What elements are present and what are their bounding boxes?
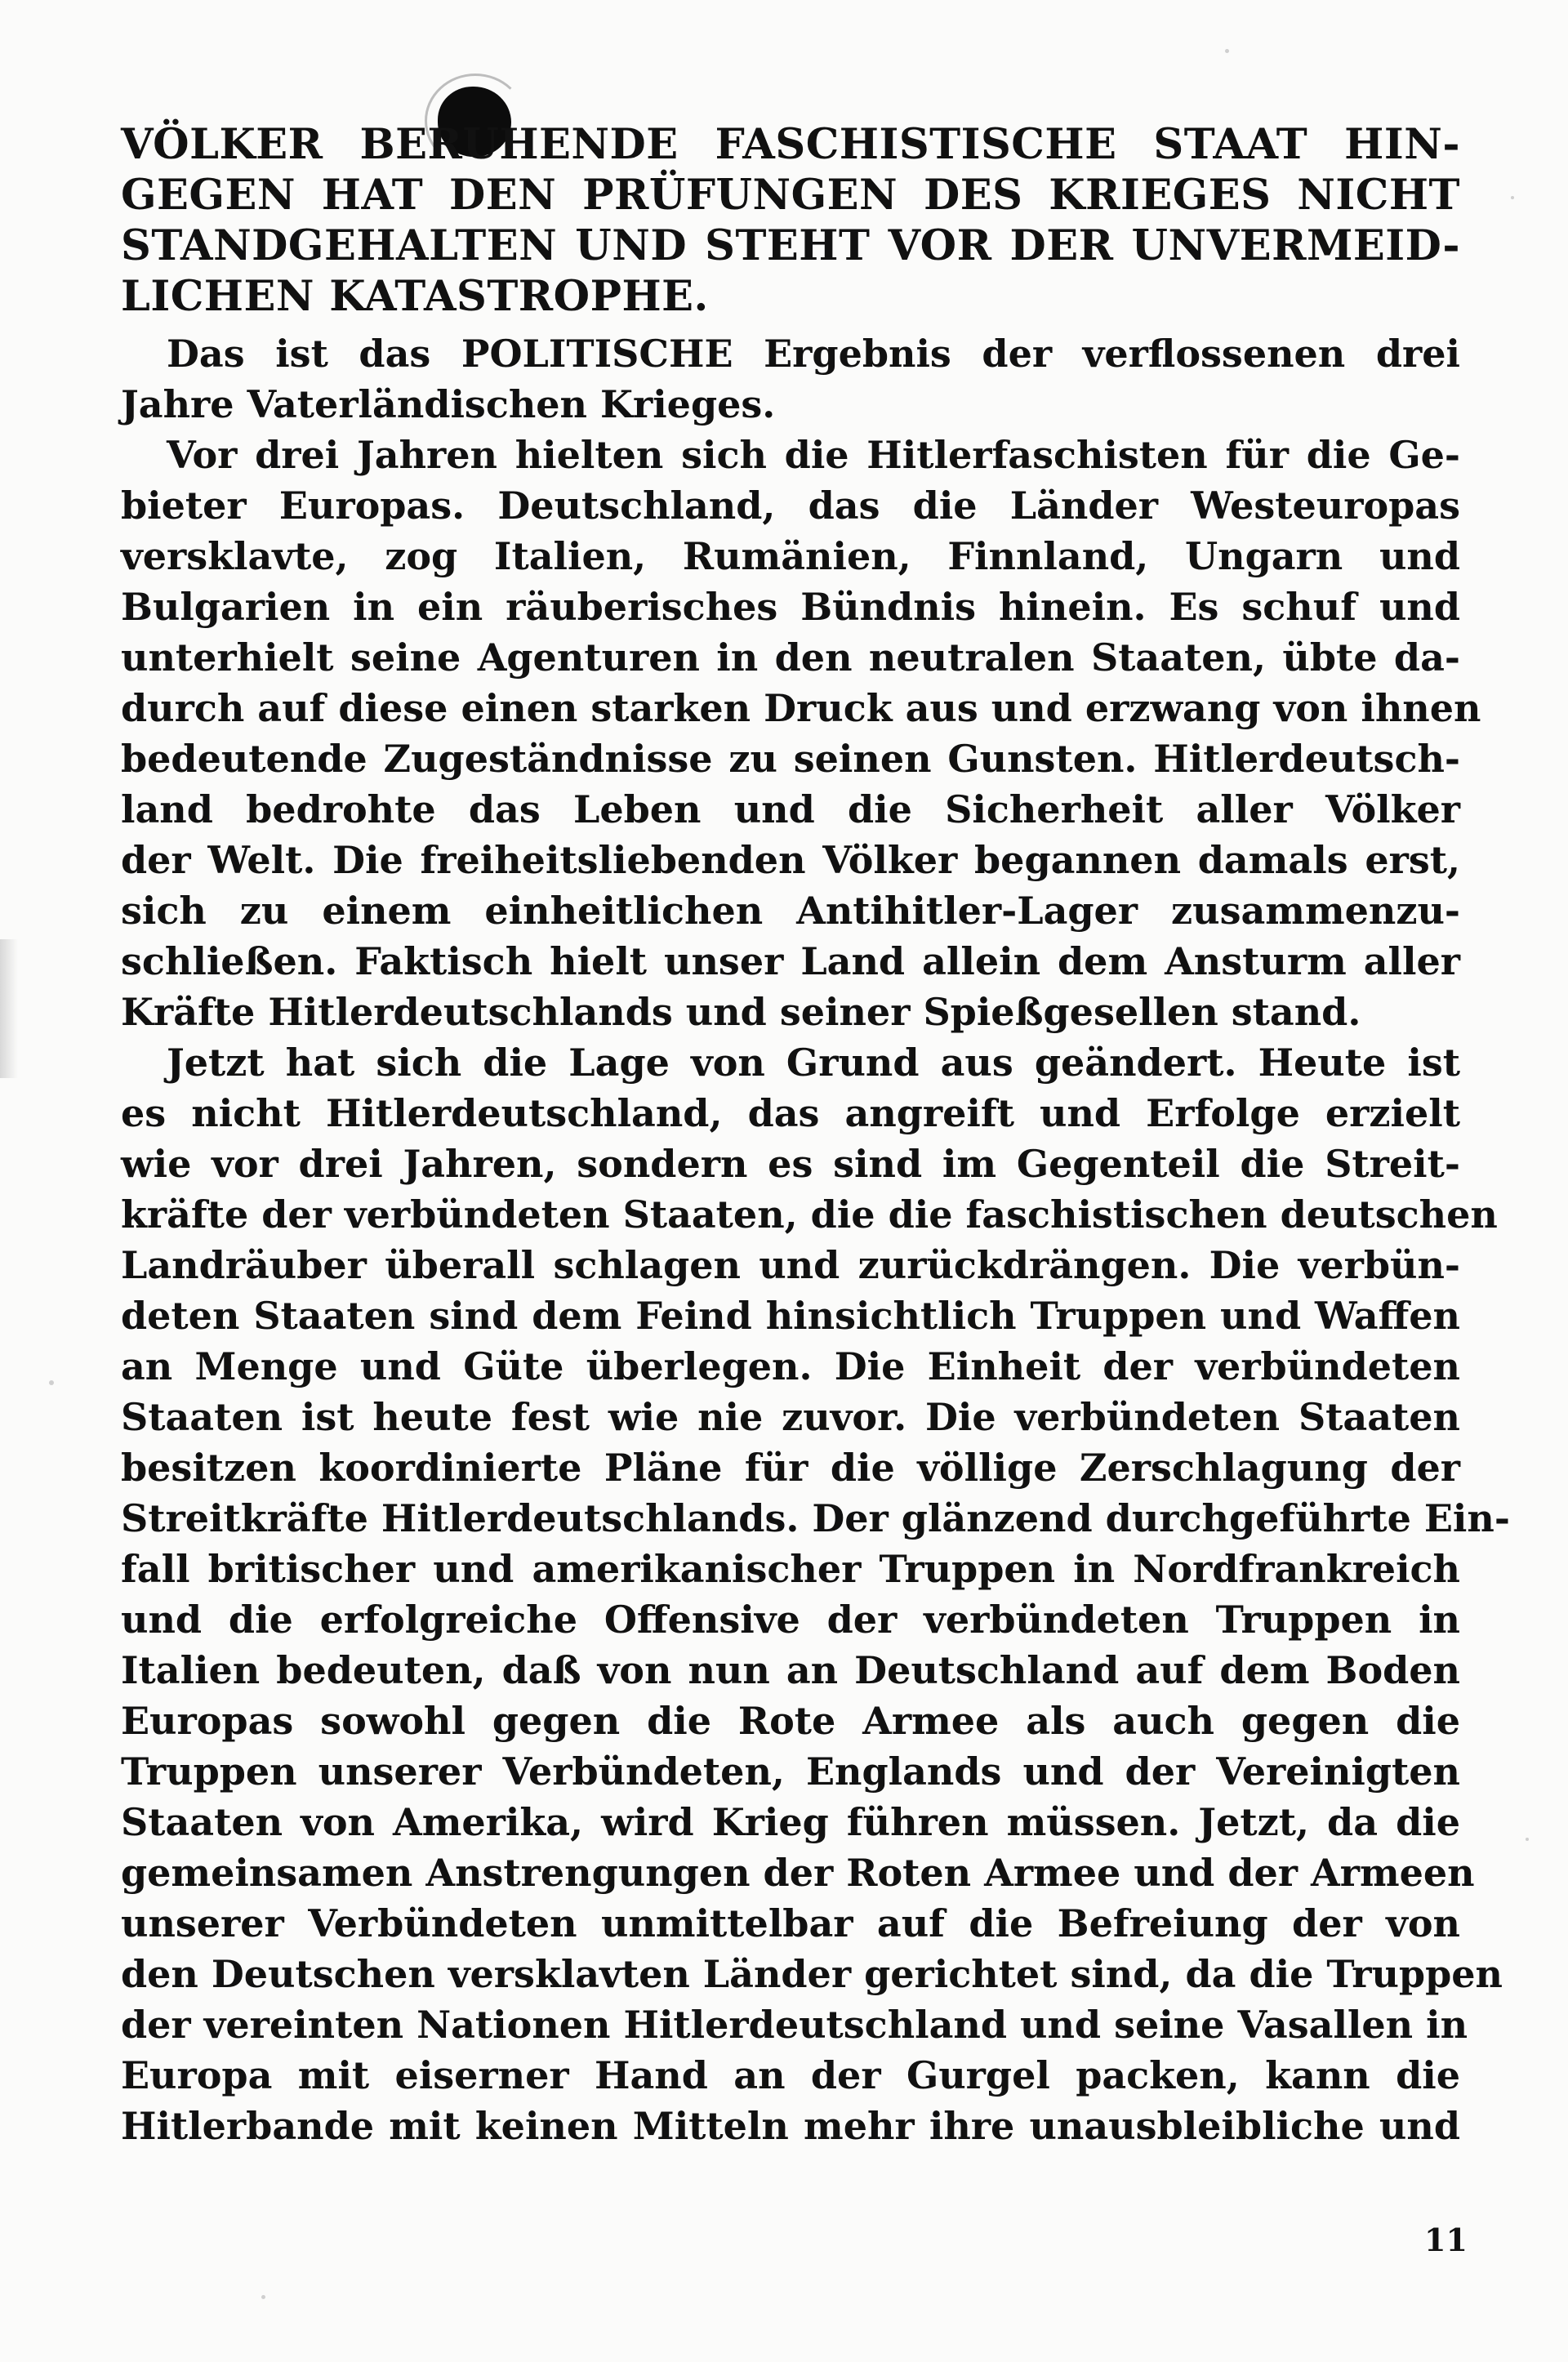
paper-speck <box>261 2295 265 2299</box>
text-line: an Menge und Güte überlegen. Die Einheit der verbündeten <box>121 1344 1460 1388</box>
heading-line: STANDGEHALTEN UND STEHT VOR DER UNVERMEID- <box>121 221 1460 270</box>
page-text <box>121 119 1510 2151</box>
text-line: Streitkräfte Hitlerdeutschlands. Der glänzend durchgeführte Ein- <box>121 1496 1510 1540</box>
text-line: Kräfte Hitlerdeutschlands und seiner Spießgesellen stand. <box>121 990 1361 1034</box>
text-line: Europa mit eiserner Hand an der Gurgel packen, kann die <box>121 2053 1460 2097</box>
text-line: bieter Europas. Deutschland, das die Länder Westeuropas <box>121 484 1460 528</box>
text-line: besitzen koordinierte Pläne für die völlige Zerschlagung der <box>121 1446 1460 1490</box>
text-line: kräfte der verbündeten Staaten, die die faschistischen deutschen <box>121 1192 1498 1237</box>
text-line: Staaten von Amerika, wird Krieg führen müssen. Jetzt, da die <box>121 1800 1460 1844</box>
text-line: versklavte, zog Italien, Rumänien, Finnland, Ungarn und <box>121 534 1460 578</box>
text-line: Landräuber überall schlagen und zurückdrängen. Die verbün- <box>121 1243 1460 1287</box>
paper-speck <box>1511 196 1514 199</box>
text-line: Das ist das POLITISCHE Ergebnis der verflossenen drei <box>167 332 1460 376</box>
text-line: Jahre Vaterländischen Krieges. <box>121 382 776 426</box>
text-line: Bulgarien in ein räuberisches Bündnis hinein. Es schuf und <box>121 585 1460 629</box>
text-line: Staaten ist heute fest wie nie zuvor. Die verbündeten Staaten <box>121 1395 1460 1439</box>
text-line: es nicht Hitlerdeutschland, das angreift und Erfolge erzielt <box>121 1091 1460 1135</box>
heading-line: GEGEN HAT DEN PRÜFUNGEN DES KRIEGES NICHT <box>121 171 1460 220</box>
page-number: 11 <box>1424 2222 1468 2258</box>
text-line: den Deutschen versklavten Länder gerichtet sind, da die Truppen <box>121 1952 1503 1996</box>
text-line: Europas sowohl gegen die Rote Armee als auch gegen die <box>121 1699 1460 1743</box>
text-line: unserer Verbündeten unmittelbar auf die Befreiung der von <box>121 1901 1460 1945</box>
text-line: bedeutende Zugeständnisse zu seinen Gunsten. Hitlerdeutsch- <box>121 737 1460 781</box>
chapter-heading <box>121 119 1460 322</box>
paragraph <box>121 1037 1510 2151</box>
text-line: Vor drei Jahren hielten sich die Hitlerfaschisten für die Ge- <box>167 433 1460 477</box>
text-line: durch auf diese einen starken Druck aus und erzwang von ihnen <box>121 686 1481 730</box>
paper-speck <box>49 1380 54 1385</box>
text-line: Hitlerbande mit keinen Mitteln mehr ihre unausbleibliche und <box>121 2104 1460 2148</box>
text-line: land bedrohte das Leben und die Sicherheit aller Völker <box>121 787 1460 831</box>
text-line: Italien bedeuten, daß von nun an Deutschland auf dem Boden <box>121 1648 1460 1692</box>
text-line: Truppen unserer Verbündeten, Englands und der Vereinigten <box>121 1749 1460 1794</box>
heading-line: VÖLKER BERUHENDE FASCHISTISCHE STAAT HIN- <box>121 120 1460 169</box>
text-line: deten Staaten sind dem Feind hinsichtlich Truppen und Waffen <box>121 1294 1460 1338</box>
text-line: wie vor drei Jahren, sondern es sind im Gegenteil die Streit- <box>121 1142 1460 1186</box>
text-line: fall britischer und amerikanischer Truppen in Nordfrankreich <box>121 1547 1460 1591</box>
text-line: und die erfolgreiche Offensive der verbündeten Truppen in <box>121 1598 1460 1642</box>
text-line: schließen. Faktisch hielt unser Land allein dem Ansturm aller <box>121 939 1460 983</box>
paper-speck <box>1526 1838 1529 1841</box>
text-line: gemeinsamen Anstrengungen der Roten Armee und der Armeen <box>121 1851 1475 1895</box>
text-line: Jetzt hat sich die Lage von Grund aus geändert. Heute ist <box>167 1041 1460 1085</box>
text-line: sich zu einem einheitlichen Antihitler-Lager zusammenzu- <box>121 889 1460 933</box>
heading-line: LICHEN KATASTROPHE. <box>121 272 709 321</box>
text-line: unterhielt seine Agenturen in den neutralen Staaten, übte da- <box>121 635 1460 680</box>
binding-shadow <box>0 939 18 1078</box>
paragraph <box>121 430 1481 1037</box>
text-line: der Welt. Die freiheitsliebenden Völker begannen damals erst, <box>121 838 1460 882</box>
paper-speck <box>1225 49 1229 53</box>
text-line: der vereinten Nationen Hitlerdeutschland und seine Vasallen in <box>121 2003 1468 2047</box>
paragraph <box>121 328 1460 430</box>
